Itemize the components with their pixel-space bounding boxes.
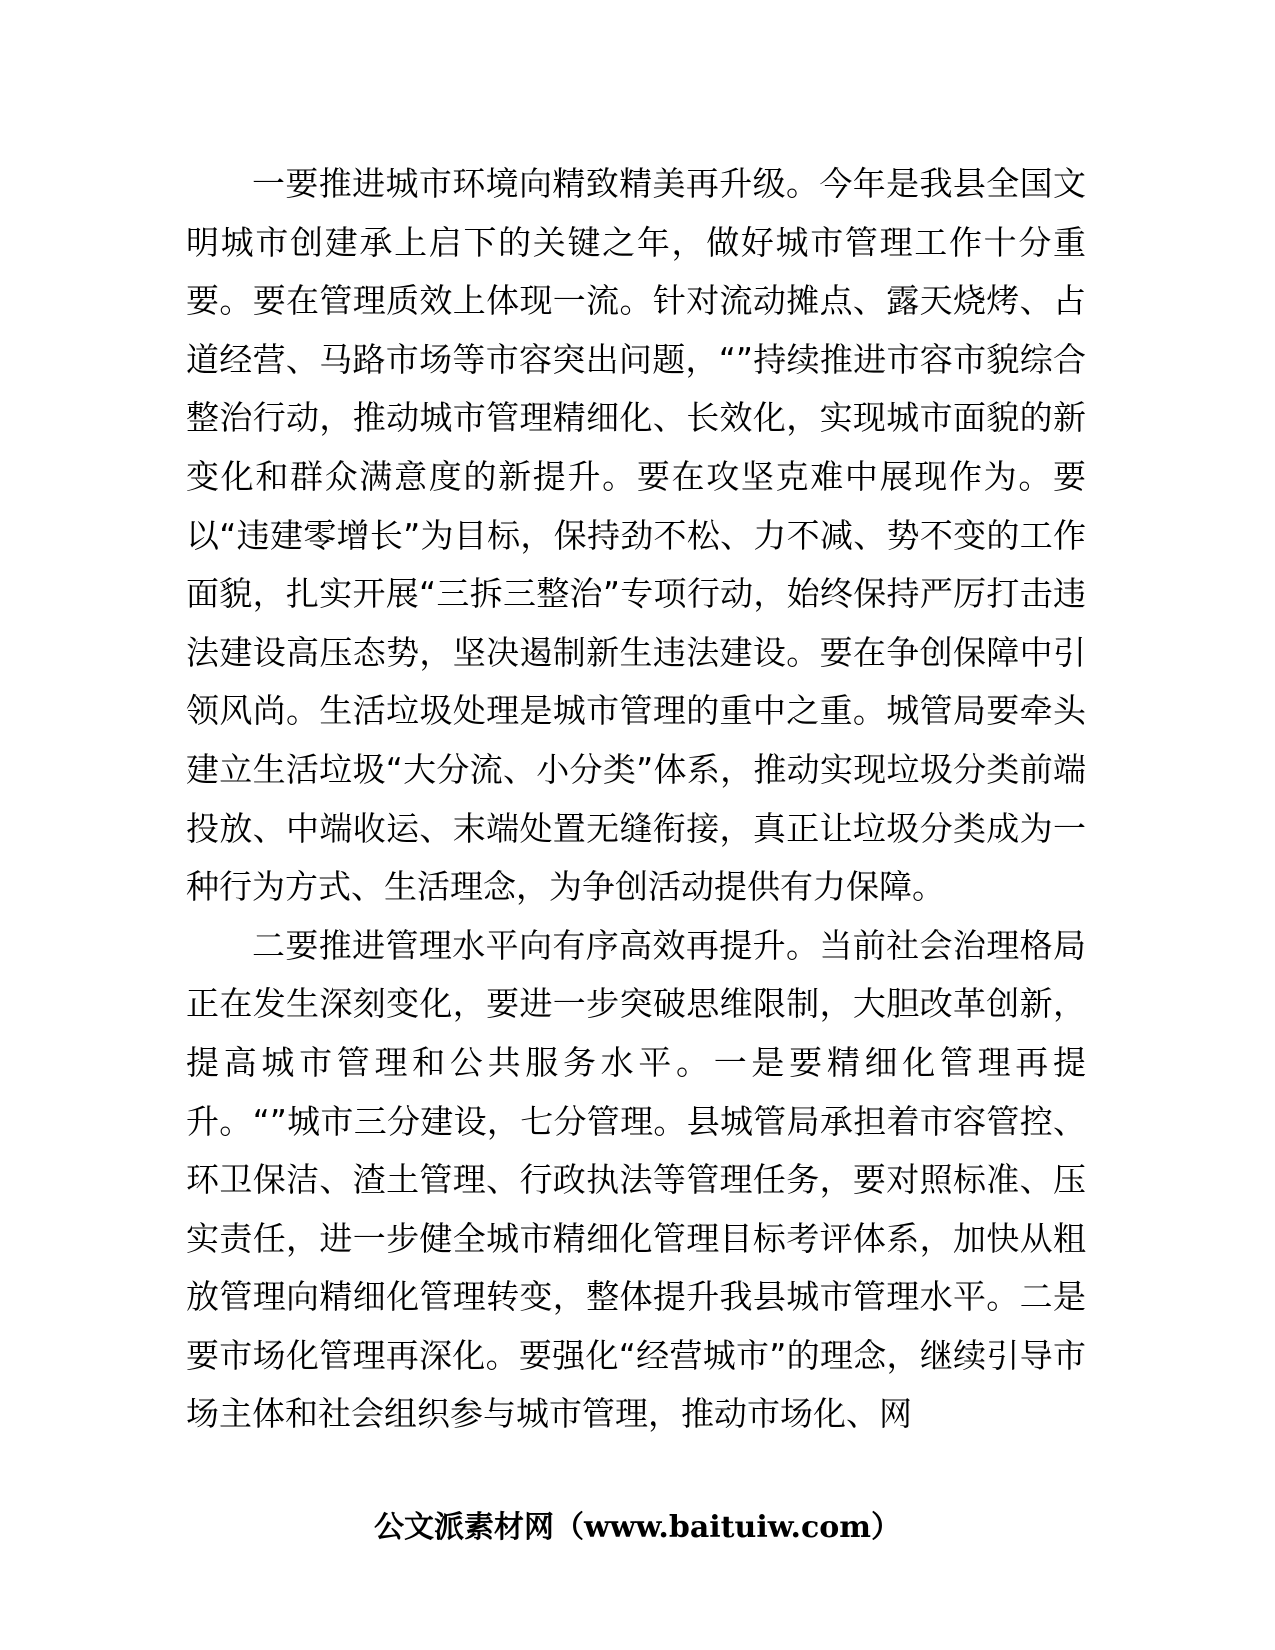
paragraph-1: 一要推进城市环境向精致精美再升级。今年是我县全国文明城市创建承上启下的关键之年，做好城市管理工作十分重要。要在管理质效上体现一流。针对流动摊点、露天烧烤、占道经营、马路市场等市容突出问题，“”持续推进市容市貌综合整治行动，推动城市管理精细化、长效化，实现城市面貌的新变化和群众满意度的新提升。要在攻坚克难中展现作为。要以“违建零增长”为目标，保持劲不松、力不减、势不变的工作面貌，扎实开展“三拆三整治”专项行动，始终保持严厉打击违法建设高压态势，坚决遏制新生违法建设。要在争创保障中引领风尚。生活垃圾处理是城市管理的重中之重。城管局要牵头建立生活垃圾“大分流、小分类”体系，推动实现垃圾分类前端投放、中端收运、末端处置无缝衔接，真正让垃圾分类成为一种行为方式、生活理念，为争创活动提供有力保障。	[186, 164, 1086, 907]
document-body	[186, 155, 1086, 1444]
paragraph-2: 二要推进管理水平向有序高效再提升。当前社会治理格局正在发生深刻变化，要进一步突破思维限制，大胆改革创新，提高城市管理和公共服务水平。一是要精细化管理再提升。“”城市三分建设，七分管理。县城管局承担着市容管控、环卫保洁、渣土管理、行政执法等管理任务，要对照标准、压实责任，进一步健全城市精细化管理目标考评体系，加快从粗放管理向精细化管理转变，整体提升我县城市管理水平。二是要市场化管理再深化。要强化“经营城市”的理念，继续引导市场主体和社会组织参与城市管理，推动市场化、网	[186, 925, 1086, 1434]
footer-watermark-text: 公文派素材网（www.baituiw.com）	[373, 1510, 902, 1545]
